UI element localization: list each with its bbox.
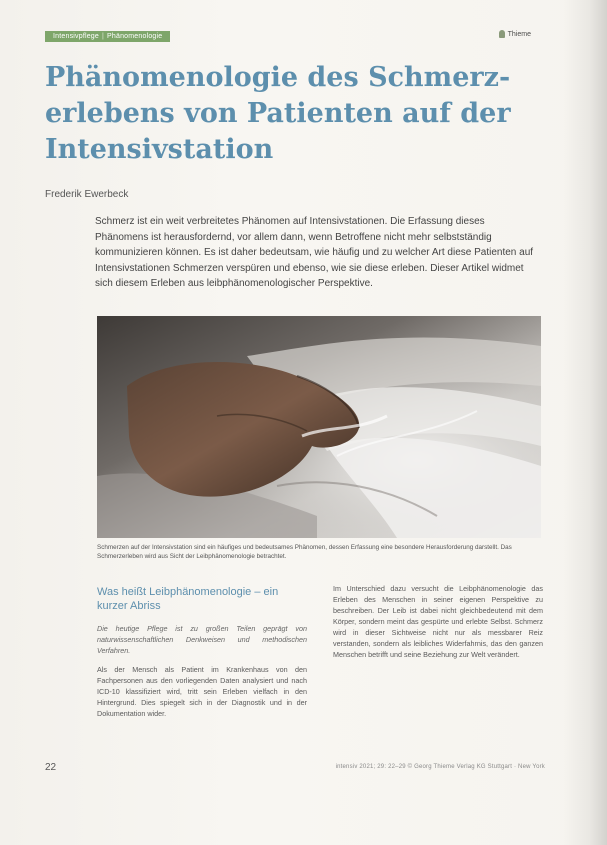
body-paragraph: Als der Mensch als Patient im Krankenhaus von den Fachpersonen aus den vorliegenden Daten analysiert und nach ICD-10 klassifiziert wird, tritt sein Erleben vielfach in den Hintergrund. Dies spiegelt sich in der Diagnostik und in der Dokumentation wider.	[97, 665, 307, 718]
rubric-primary: Intensivpflege	[53, 32, 99, 40]
thieme-logo-icon	[499, 30, 505, 38]
title-line-1: Phänomenologie des Schmerz-	[45, 62, 511, 93]
journal-footer: intensiv 2021; 29: 22–29 © Georg Thieme Verlag KG Stuttgart · New York	[335, 764, 545, 770]
article-title	[45, 60, 555, 168]
hand-on-sheet-image	[97, 316, 541, 538]
title-line-3: Intensivstation	[45, 134, 274, 165]
publisher-brand	[499, 30, 531, 38]
page-spine-shadow	[563, 0, 607, 845]
body-paragraph: Im Unterschied dazu versucht die Leibphänomenologie das Erleben des Menschen in seiner eigenen Perspektive zu beschreiben. Der Leib ist dabei nicht gleichbedeutend mit dem Körper, sondern meint das gespürte und erlebte Selbst. Schmerz wird in dieser Sichtweise nicht nur als messbarer Reiz verstanden, sondern als leibliches Widerfahrnis, das den ganzen Menschen betrifft und seine Beziehung zur Welt verändert.	[333, 584, 543, 659]
text-column-right	[333, 583, 543, 668]
article-lead: Schmerz ist ein weit verbreitetes Phänomen auf Intensivstationen. Die Erfassung dieses Phänomens ist herausfordernd, vor allem dann, wenn Betroffene nicht mehr selbstständig kommunizieren können. Es ist daher bedeutsam, wie häufig und zu welcher Art diese Patienten auf Intensivstationen Schmerzen verspüren und ebenso, wie sie diese erleben. Dieser Artikel widmet sich diesem Erleben aus leibphänomenologischer Perspektive.	[95, 216, 534, 289]
section-heading: Was heißt Leibphänomenologie – ein kurzer Abriss	[97, 586, 279, 612]
rubric-bar	[45, 30, 170, 42]
article-author: Frederik Ewerbeck	[45, 189, 129, 200]
text-column-left	[97, 585, 307, 727]
brand-name: Thieme	[507, 30, 531, 38]
body-paragraph: Die heutige Pflege ist zu großen Teilen geprägt von naturwissenschaftlichen Denkweisen und methodischen Verfahren.	[97, 624, 307, 655]
rubric-secondary: Phänomenologie	[107, 32, 163, 40]
rubric-separator: |	[102, 32, 105, 40]
rubric-label	[45, 31, 170, 42]
title-line-2: erlebens von Patienten auf der	[45, 98, 511, 129]
article-photo	[97, 316, 541, 538]
photo-caption: Schmerzen auf der Intensivstation sind ein häufiges und bedeutsames Phänomen, dessen Erfassung eine besondere Herausforderung darstellt. Das Schmerzerleben wird aus Sicht der Leibphänomenologie betrachtet.	[97, 544, 512, 560]
page-number: 22	[45, 762, 57, 773]
